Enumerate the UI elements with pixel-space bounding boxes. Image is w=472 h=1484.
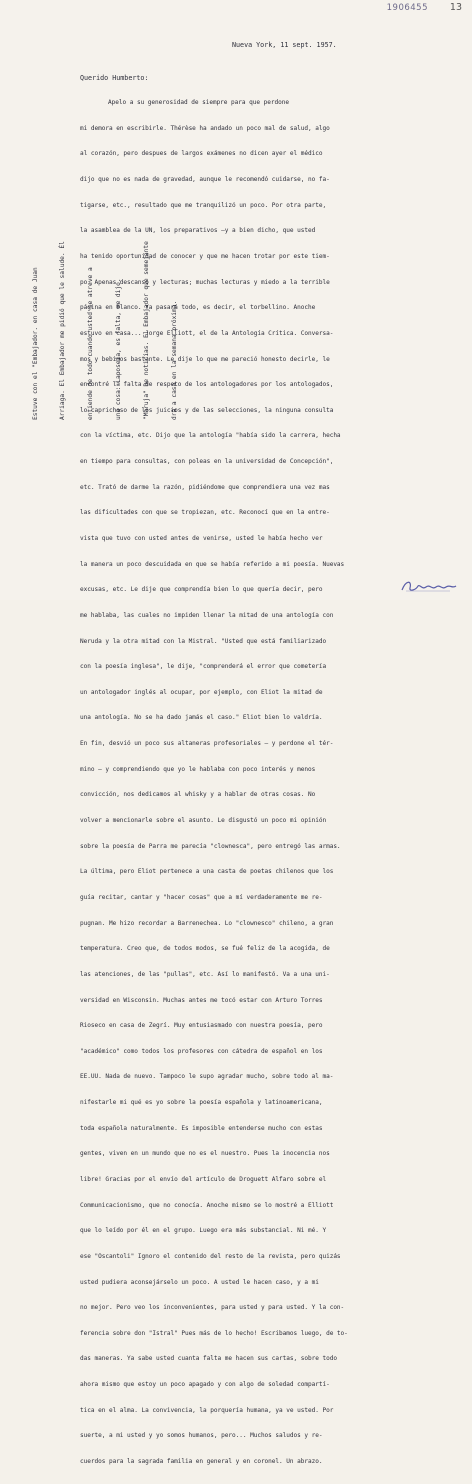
body-line: tigarse, etc., resultado que me tranquilizó un poco. Por otra parte, — [80, 201, 327, 209]
body-line: una antología. No se ha dado jamás el caso." Eliot bien lo valdría. — [80, 714, 323, 722]
body-line: Rioseco en casa de Zegrí. Muy entusiasmado con nuestra poesía, pero — [80, 1022, 323, 1030]
margin-note-line: Arriaga. El Embajador me pidió que le salude. Él — [59, 241, 67, 420]
body-line: ahora mismo que estoy un poco apagado y con algo de soledad compartí- — [80, 1381, 330, 1389]
margin-note-line: drá a casa en la semana próxima. — [171, 300, 179, 420]
body-line: tica en el alma. La convivencia, la porquería humana, ya ve usted. Por — [80, 1406, 334, 1414]
body-line: convicción, nos dedicamos al whisky y a hablar de otras cosas. No — [80, 791, 316, 799]
body-line: que lo leído por él en el grupo. Luego era más substancial. Ni mé. Y — [80, 1227, 327, 1235]
body-line: usted pudiera aconsejárselo un poco. A usted le hacen caso, y a mi — [80, 1278, 319, 1286]
body-line: la manera un poco descuidada en que se había referido a mi poesía. Nuevas — [80, 560, 345, 568]
body-line: En fin, desvió un poco sus altaneras profesoriales – y perdone el tér- — [80, 740, 334, 748]
letter-salutation: Querido Humberto: — [80, 74, 149, 82]
body-line: ese "Oscantoli" Ignoro el contenido del resto de la revista, pero quizás — [80, 1252, 341, 1260]
body-line: con la víctima, etc. Dijo que la antología "había sido la carrera, hecha — [80, 432, 341, 440]
body-line: gentes, viven en un mundo que no es el nuestro. Pues la inocencia nos — [80, 1150, 330, 1158]
body-line: con la poesía inglesa", le dije, "comprenderá el error que cometería — [80, 663, 327, 671]
margin-note-line: "Maruja" De noticias. El Embajador que semejante — [143, 241, 151, 420]
body-line: encontré la falta de respeto de los antologadores por los antologados, — [80, 381, 334, 389]
body-line: das maneras. Ya sabe usted cuanta falta me hacen sus cartas, sobre todo — [80, 1355, 337, 1363]
body-line: en tiempo para consultas, con poleas en la universidad de Concepción", — [80, 458, 334, 466]
body-line: vista que tuvo con usted antes de venirse, usted le había hecho ver — [80, 534, 323, 542]
body-line: lo caprichoso de los juicios y de las selecciones, la ninguna consulta — [80, 406, 334, 414]
body-line: ha tenido oportunidad de conocer y que me hacen trotar por este tiem- — [80, 252, 330, 260]
body-line: "académico" como todos los profesores con cátedra de español en los — [80, 1047, 323, 1055]
body-line: Neruda y la otra mitad con la Mistral. "Usted que está familiarizado — [80, 637, 327, 645]
letter-dateline: Nueva York, 11 sept. 1957. — [232, 41, 337, 49]
body-line: sobre la poesía de Parra me parecía "clownesca", pero entregó las armas. — [80, 842, 341, 850]
margin-note-line: una cosa: Laposeía, es falta, me dijo. — [115, 278, 123, 420]
body-line: suerte, a mi usted y yo somos humanos, pero... Muchos saludos y re- — [80, 1432, 323, 1440]
body-line: las dificultades con que se tropiezan, etc. Reconocí que en la entre- — [80, 509, 330, 517]
margin-note — [12, 90, 179, 420]
archive-folio-number: 13 — [449, 2, 462, 13]
body-line: excusas, etc. Le dije que comprendía bien lo que quería decir, pero — [80, 586, 323, 594]
body-line: EE.UU. Nada de nuevo. Tampoco le supo agradar mucho, sobre todo al ma- — [80, 1073, 334, 1081]
body-line: etc. Trató de darme la razón, pidiéndome que comprendiera una vez mas — [80, 483, 330, 491]
body-line: mi demora en escribirle. Thérèse ha andado un poco mal de salud, algo — [80, 124, 330, 132]
body-line: un antologador inglés al ocupar, por ejemplo, con Eliot la mitad de — [80, 688, 323, 696]
body-line: po. Apenas descanso y lecturas; muchas lecturas y miedo a la terrible — [80, 278, 330, 286]
body-line: temperatura. Creo que, de todos modos, se fué feliz de la acogida, de — [80, 945, 330, 953]
body-line: página en blanco. Ya pasará todo, es decir, el torbellino. Anoche — [80, 304, 316, 312]
body-line: toda española naturalmente. Es imposible entenderse mucho con estas — [80, 1124, 323, 1132]
body-line: pugnan. Me hizo recordar a Barrenechea. Lo "clownesco" chileno, a gran — [80, 919, 334, 927]
body-line: mino – y comprendiendo que yo le hablaba con poco interés y menos — [80, 765, 316, 773]
body-line: La última, pero Eliot pertenece a una casta de poetas chilenos que los — [80, 868, 334, 876]
archive-catalog-number: 1906455 — [386, 3, 428, 13]
body-line: volver a mencionarle sobre el asunto. Le disgustó un poco mi opinión — [80, 817, 327, 825]
body-line: dijo que no es nada de gravedad, aunque le recomendó cuidarse, no fa- — [80, 176, 330, 184]
body-line: la asamblea de la UN, los preparativos –y a bien dicho, que usted — [80, 227, 316, 235]
body-line: Apelo a su generosidad de siempre para que perdone — [108, 99, 289, 107]
body-line: ferencia sobre don "Istral" Pues más de lo hecho! Escribamos luego, de to- — [80, 1329, 348, 1337]
handwritten-signature — [400, 578, 458, 594]
body-line: cuerdos para la sagrada familia en general y en coronel. Un abrazo. — [80, 1458, 323, 1466]
body-line: me hablaba, las cuales no impiden llenar la mitad de una antología con — [80, 611, 334, 619]
margin-note-line: entiende de todo cuando usted se atreve a — [87, 267, 95, 420]
body-line: al corazón, pero despues de largos exámenes no dicen ayer el médico — [80, 150, 323, 158]
body-line: libre! Gracias por el envío del artículo de Droguett Alfaro sobre el — [80, 1176, 327, 1183]
body-line: estuvo en casa... Jorge Elliott, el de la Antología Crítica. Conversa- — [80, 329, 334, 337]
body-line: las atenciones, de las "pullas", etc. Así lo manifestó. Va a una uni- — [80, 970, 330, 978]
body-line: mos y bebimos bastante. Le dije lo que me pareció honesto decirle, le — [80, 355, 330, 363]
body-line: Communicacionismo, que no conocía. Anoche mismo se lo mostré a Elliott — [80, 1201, 334, 1209]
body-line: versidad en Wisconsin. Muchas antes me tocó estar con Arturo Torres — [80, 996, 323, 1004]
body-line: nifestarle mi qué es yo sobre la poesía española y latinoamericana, — [80, 1099, 323, 1107]
body-line: guía recitar, cantar y "hacer cosas" que a mí verdaderamente me re- — [80, 893, 323, 901]
margin-note-line: Estuve con el "Embajador. en casa de Juan — [31, 267, 39, 420]
body-line: no mejor. Pero veo los inconvenientes, para usted y para usted. Y la con- — [80, 1304, 345, 1312]
